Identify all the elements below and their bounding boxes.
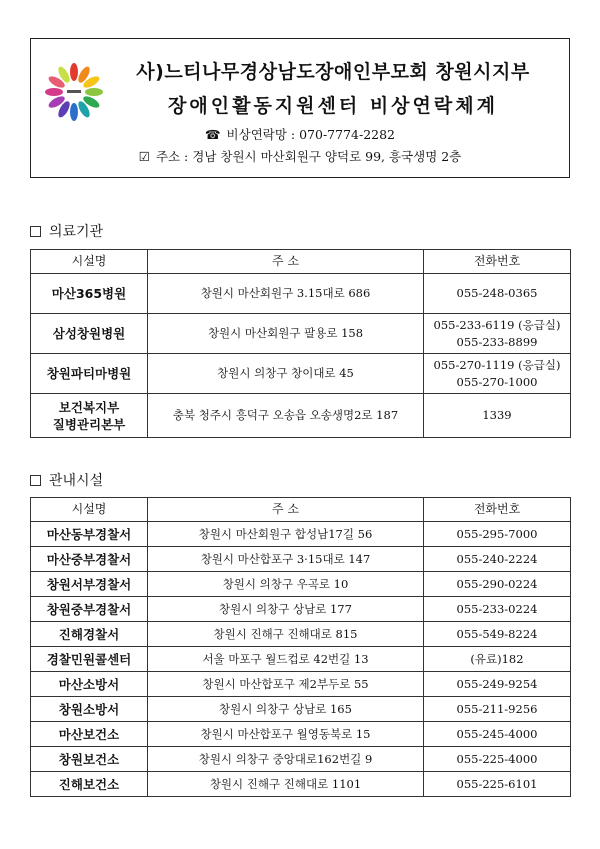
facility-address: 창원시 진해구 진해대로 815 [148, 622, 424, 647]
facility-address: 창원시 의창구 중앙대로162번길 9 [148, 747, 424, 772]
section-title-public [30, 470, 103, 490]
column-header: 전화번호 [424, 498, 571, 522]
facility-phone: 055-233-0224 [424, 597, 571, 622]
table-row [31, 672, 571, 697]
facility-name: 창원보건소 [31, 747, 148, 772]
table-row [31, 772, 571, 797]
table-row [31, 547, 571, 572]
facility-phone: 055-248-0365 [424, 274, 571, 314]
facility-name: 진해보건소 [31, 772, 148, 797]
column-header: 시설명 [31, 250, 148, 274]
table-header-row [31, 498, 571, 522]
facility-name: 마산중부경찰서 [31, 547, 148, 572]
table-row [31, 747, 571, 772]
facility-phone: 1339 [424, 394, 571, 438]
table-row [31, 597, 571, 622]
header-box [30, 38, 570, 178]
table-row [31, 354, 571, 394]
table-row [31, 274, 571, 314]
facility-name: 마산보건소 [31, 722, 148, 747]
table-row [31, 394, 571, 438]
facility-phone: (유료)182 [424, 647, 571, 672]
section-title-public-text: 관내시설 [49, 473, 104, 489]
table-row [31, 572, 571, 597]
facility-address: 창원시 마산합포구 월영동북로 15 [148, 722, 424, 747]
facility-address: 창원시 마산합포구 3·15대로 147 [148, 547, 424, 572]
facility-phone [424, 354, 571, 394]
facility-phone: 055-240-2224 [424, 547, 571, 572]
facility-name: 창원파티마병원 [31, 354, 148, 394]
facility-name-line: 보건복지부 [58, 399, 120, 415]
facility-phone: 055-549-8224 [424, 622, 571, 647]
facility-name: 마산소방서 [31, 672, 148, 697]
facility-phone: 055-211-9256 [424, 697, 571, 722]
phone-line: 055-270-1119 (응급실) [433, 357, 561, 372]
address [31, 147, 569, 165]
column-header: 시설명 [31, 498, 148, 522]
column-header: 전화번호 [424, 250, 571, 274]
medical-table [30, 249, 571, 438]
facility-name: 창원서부경찰서 [31, 572, 148, 597]
facility-phone [424, 314, 571, 354]
emergency-contact [31, 125, 569, 143]
table-header-row [31, 250, 571, 274]
facility-name: 삼성창원병원 [31, 314, 148, 354]
section-title-medical [30, 221, 103, 241]
facility-address: 창원시 의창구 창이대로 45 [148, 354, 424, 394]
phone-line: 055-233-8899 [456, 334, 538, 349]
page-subtitle: 장애인활동지원센터 비상연락체계 [168, 95, 498, 117]
public-facilities-table [30, 497, 571, 797]
facility-name: 진해경찰서 [31, 622, 148, 647]
facility-phone: 055-290-0224 [424, 572, 571, 597]
facility-name [31, 394, 148, 438]
facility-address: 창원시 마산회원구 팔용로 158 [148, 314, 424, 354]
page-title: 사)느티나무경상남도장애인부모회 창원시지부 [136, 61, 530, 83]
table-row [31, 622, 571, 647]
phone-line: 055-270-1000 [456, 374, 538, 389]
facility-phone: 055-249-9254 [424, 672, 571, 697]
facility-address: 창원시 의창구 우곡로 10 [148, 572, 424, 597]
facility-name: 창원중부경찰서 [31, 597, 148, 622]
facility-phone: 055-225-4000 [424, 747, 571, 772]
empty-square-icon [30, 475, 41, 486]
tree-leaves-logo [43, 61, 105, 123]
table-row [31, 314, 571, 354]
facility-phone: 055-295-7000 [424, 522, 571, 547]
facility-address: 충북 청주시 흥덕구 오송읍 오송생명2로 187 [148, 394, 424, 438]
empty-square-icon [30, 226, 41, 237]
facility-address: 창원시 마산합포구 제2부두로 55 [148, 672, 424, 697]
emergency-contact-text: 비상연락망 : 070-7774-2282 [226, 127, 396, 142]
table-row [31, 722, 571, 747]
facility-name: 마산365병원 [31, 274, 148, 314]
facility-phone: 055-225-6101 [424, 772, 571, 797]
table-row [31, 522, 571, 547]
facility-address: 창원시 진해구 진해대로 1101 [148, 772, 424, 797]
table-row [31, 697, 571, 722]
facility-name: 창원소방서 [31, 697, 148, 722]
facility-address: 창원시 마산회원구 합성남17길 56 [148, 522, 424, 547]
checkbox-icon: ☑ [138, 149, 150, 164]
column-header: 주 소 [148, 498, 424, 522]
facility-address: 창원시 의창구 상남로 165 [148, 697, 424, 722]
address-text: 주소 : 경남 창원시 마산회원구 양덕로 99, 흥국생명 2층 [155, 149, 462, 164]
table-row [31, 647, 571, 672]
section-title-medical-text: 의료기관 [49, 224, 104, 240]
facility-name: 마산동부경찰서 [31, 522, 148, 547]
telephone-icon: ☎ [204, 127, 221, 142]
facility-address: 창원시 마산회원구 3.15대로 686 [148, 274, 424, 314]
facility-address: 창원시 의창구 상남로 177 [148, 597, 424, 622]
facility-name-line: 질병관리본부 [52, 416, 126, 432]
facility-address: 서울 마포구 월드컵로 42번길 13 [148, 647, 424, 672]
facility-name: 경찰민원콜센터 [31, 647, 148, 672]
phone-line: 055-233-6119 (응급실) [433, 317, 561, 332]
facility-phone: 055-245-4000 [424, 722, 571, 747]
column-header: 주 소 [148, 250, 424, 274]
